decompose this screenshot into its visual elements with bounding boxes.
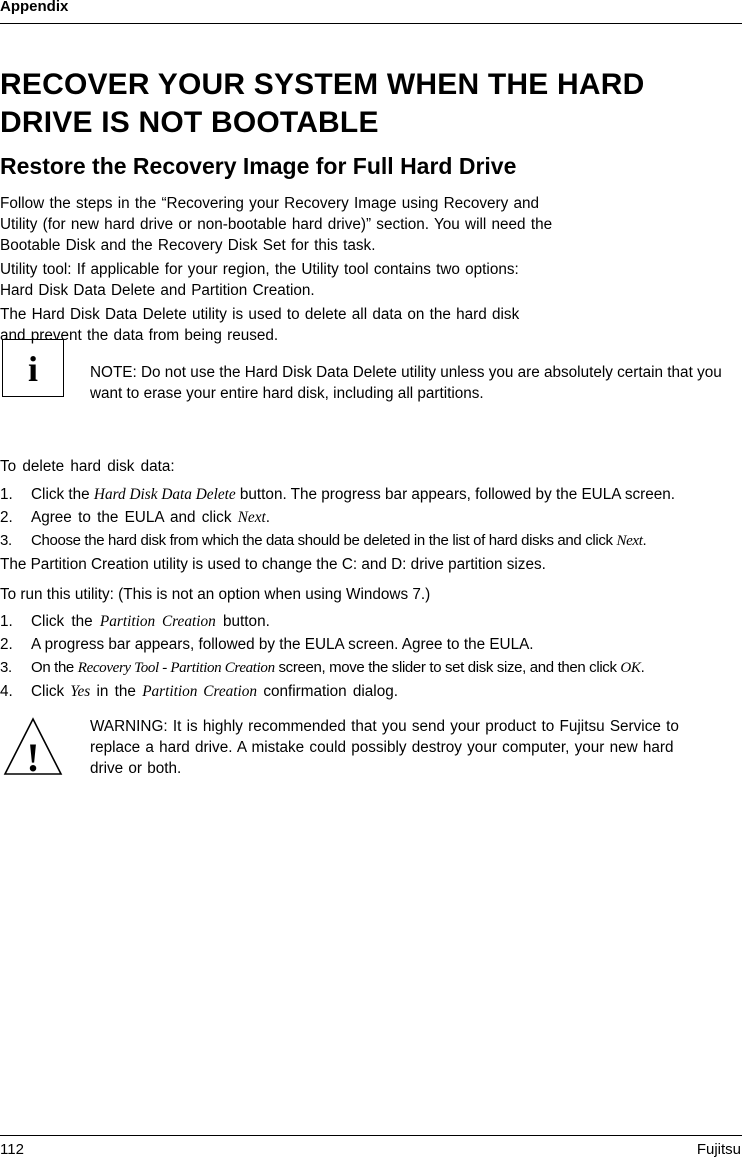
intro-paragraph-3	[0, 304, 660, 346]
ui-term: OK	[620, 660, 641, 676]
section-heading: Restore the Recovery Image for Full Hard Drive	[0, 153, 517, 179]
list-item	[0, 657, 742, 678]
partition-lead: To run this utility: (This is not an option when using Windows 7.)	[0, 586, 431, 603]
list-item	[0, 530, 742, 551]
list-item	[0, 634, 742, 655]
ui-term: Recovery Tool - Partition Creation	[77, 660, 275, 676]
ui-term: Next	[237, 509, 266, 526]
ui-term: Yes	[70, 683, 91, 700]
step-text: Click the	[31, 613, 100, 630]
list-text	[31, 657, 644, 679]
brand-name: Fujitsu	[696, 1141, 741, 1158]
running-header: Appendix	[0, 0, 69, 15]
step-text: On the	[31, 659, 78, 676]
footer-divider	[0, 1135, 742, 1136]
intro-paragraph-2	[0, 259, 660, 301]
ui-term: Hard Disk Data Delete	[93, 486, 236, 503]
text-line: The Hard Disk Data Delete utility is used to delete all data on the hard disk	[0, 306, 520, 323]
intro-paragraph-1	[0, 193, 660, 256]
list-number: 3.	[0, 532, 12, 549]
note-text: NOTE: Do not use the Hard Disk Data Delete utility unless you are absolutely certain that you want to erase your entire hard disk, including all partitions.	[90, 364, 722, 402]
info-icon-glyph: i	[27, 349, 38, 389]
warning-icon	[2, 716, 64, 778]
list-number: 1.	[0, 486, 13, 503]
step-text: .	[265, 509, 271, 526]
list-text	[31, 530, 646, 552]
list-text	[31, 681, 398, 702]
step-text: Click	[31, 683, 71, 700]
text-line: and prevent the data from being reused.	[0, 327, 279, 344]
step-text: button.	[215, 613, 270, 630]
list-item	[0, 611, 742, 632]
list-number: 1.	[0, 613, 13, 630]
ui-term: Next	[616, 533, 643, 549]
step-text: A progress bar appears, followed by the EULA screen. Agree to the EULA.	[31, 636, 534, 653]
step-text: Agree to the EULA and click	[31, 509, 238, 526]
ui-term: Partition Creation	[142, 683, 258, 700]
ui-term: Partition Creation	[99, 613, 216, 630]
step-text: .	[640, 659, 645, 676]
step-text: confirmation dialog.	[257, 683, 398, 700]
step-text: button. The progress bar appears, followed by the EULA screen.	[235, 486, 676, 503]
text-line: Follow the steps in the “Recovering your Recovery Image using Recovery and	[0, 195, 539, 212]
warning-icon-glyph: !	[26, 735, 40, 778]
info-icon	[2, 339, 64, 397]
list-text	[31, 611, 270, 632]
step-text: .	[642, 532, 647, 549]
step-text: Click the	[31, 486, 94, 503]
step-text: Choose the hard disk from which the data should be deleted in the list of hard disks and click	[31, 532, 617, 549]
text-line: Utility (for new hard drive or non-bootable hard drive)” section. You will need the	[0, 216, 553, 233]
list-item	[0, 681, 742, 702]
list-number: 3.	[0, 659, 12, 676]
page-number: 112	[0, 1141, 24, 1158]
text-line: Hard Disk Data Delete and Partition Creation.	[0, 282, 315, 299]
delete-lead: To delete hard disk data:	[0, 458, 175, 475]
text-line: Utility tool: If applicable for your region, the Utility tool contains two options:	[0, 261, 519, 278]
list-number: 2.	[0, 509, 13, 526]
list-item	[0, 484, 742, 505]
list-item	[0, 507, 742, 528]
warning-text: WARNING: It is highly recommended that you send your product to Fujitsu Service to replace a hard drive. A mistake could possibly destroy your computer, your new hard drive or both.	[90, 718, 679, 777]
page-title: RECOVER YOUR SYSTEM WHEN THE HARD DRIVE IS NOT BOOTABLE	[0, 68, 645, 139]
list-text	[31, 507, 270, 528]
step-text: in the	[90, 683, 143, 700]
list-number: 2.	[0, 636, 13, 653]
list-number: 4.	[0, 683, 13, 700]
partition-intro: The Partition Creation utility is used to change the C: and D: drive partition sizes.	[0, 556, 546, 573]
text-line: Bootable Disk and the Recovery Disk Set for this task.	[0, 237, 376, 254]
header-divider	[0, 23, 742, 24]
list-text	[31, 484, 675, 505]
list-text	[31, 634, 534, 655]
step-text: screen, move the slider to set disk size, and then click	[274, 659, 621, 676]
